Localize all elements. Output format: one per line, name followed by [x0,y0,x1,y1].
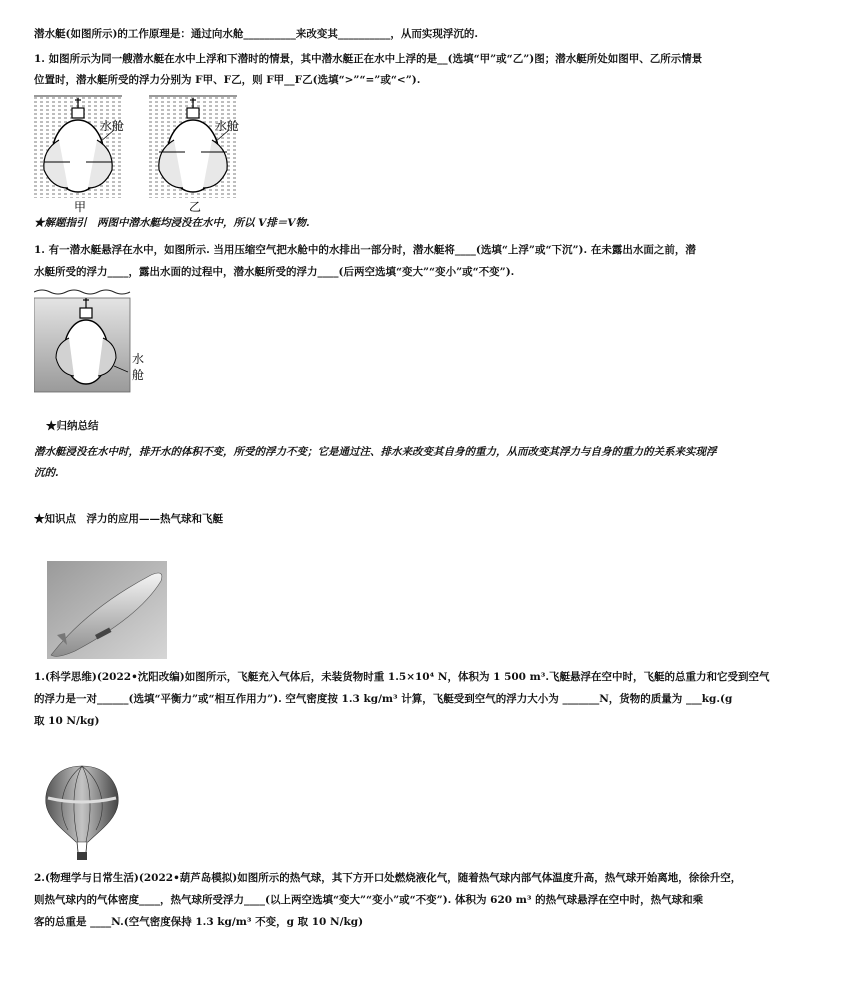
q4-line3: 客的总重是 ____N.(空气密度保持 1.3 kg/m³ 不变，g 取 10 N/kg) [34,916,364,928]
airship-photo [47,561,167,659]
submarine-yi [149,96,239,214]
q3-line1: 1.(科学思维)(2022•沈阳改编)如图所示，飞艇充入气体后，未装货物时重 1.5×10⁴ N，体积为 1 500 m³.飞艇悬浮在空中时，飞艇的总重力和它受到空气 [34,671,770,683]
fig2-tank-label-1: 水 [132,352,145,366]
fig1-caption-right: 乙 [189,200,202,214]
q4-line2: 则热气球内的气体密度____，热气球所受浮力____(以上两空选填“变大”“变小”或“不变”). 体积为 620 m³ 的热气球悬浮在空中时，热气球和乘 [34,894,704,906]
q3-line3: 取 10 N/kg) [34,715,100,727]
fig1-tank-label-right: 水舱 [215,119,240,133]
fig2-tank-label-2: 舱 [132,368,145,382]
q3-line2: 的浮力是一对______(选填“平衡力”或“相互作用力”). 空气密度按 1.3 kg/m³ 计算，飞艇受到空气的浮力大小为 _______N，货物的质量为 ___kg.(g [34,693,733,705]
q4-line1: 2.(物理学与日常生活)(2022•葫芦岛模拟)如图所示的热气球，其下方开口处燃烧液化气，随着热气球内部气体温度升高，热气球开始离地，徐徐升空， [34,872,742,884]
q2-line1: 1. 有一潜水艇悬浮在水中，如图所示. 当用压缩空气把水舱中的水排出一部分时，潜水艇将____(选填“上浮”或“下沉”). 在未露出水面之前，潜 [34,244,696,256]
q1-line1: 1. 如图所示为同一艘潜水艇在水中上浮和下潜时的情景，其中潜水艇正在水中上浮的是__(选填“甲”或“乙”)图；潜水艇所处如图甲、乙所示情景 [34,53,703,65]
q1-line2: 位置时，潜水艇所受的浮力分别为 F甲、F乙，则 F甲__F乙(选填“>”“=”或“<”). [34,74,421,86]
fig1-tank-label-left: 水舱 [100,119,125,133]
intro-text: 潜水艇(如图所示)的工作原理是：通过向水舱__________来改变其__________，从而实现浮沉的. [34,28,479,40]
hint-text: ★解题指引 两图中潜水艇均浸没在水中，所以 V排＝V物. [34,217,310,229]
submarine-jia [34,96,124,214]
summary-line2: 沉的. [34,467,59,479]
summary-line1: 潜水艇浸没在水中时，排开水的体积不变，所受的浮力不变；它是通过注、排水来改变其自身的重力，从而改变其浮力与自身的重力的关系来实现浮 [34,446,717,458]
submarine-figure-2 [34,286,164,394]
knowledge-point-heading: ★知识点 浮力的应用——热气球和飞艇 [34,513,223,525]
q2-line2: 水艇所受的浮力____，露出水面的过程中，潜水艇所受的浮力____(后两空选填“变大”“变小”或“不变”). [34,266,515,278]
fig1-caption-left: 甲 [74,200,87,214]
submarine-figure-1 [34,92,244,214]
summary-title: ★归纳总结 [46,420,99,432]
hot-air-balloon-photo [42,764,122,862]
